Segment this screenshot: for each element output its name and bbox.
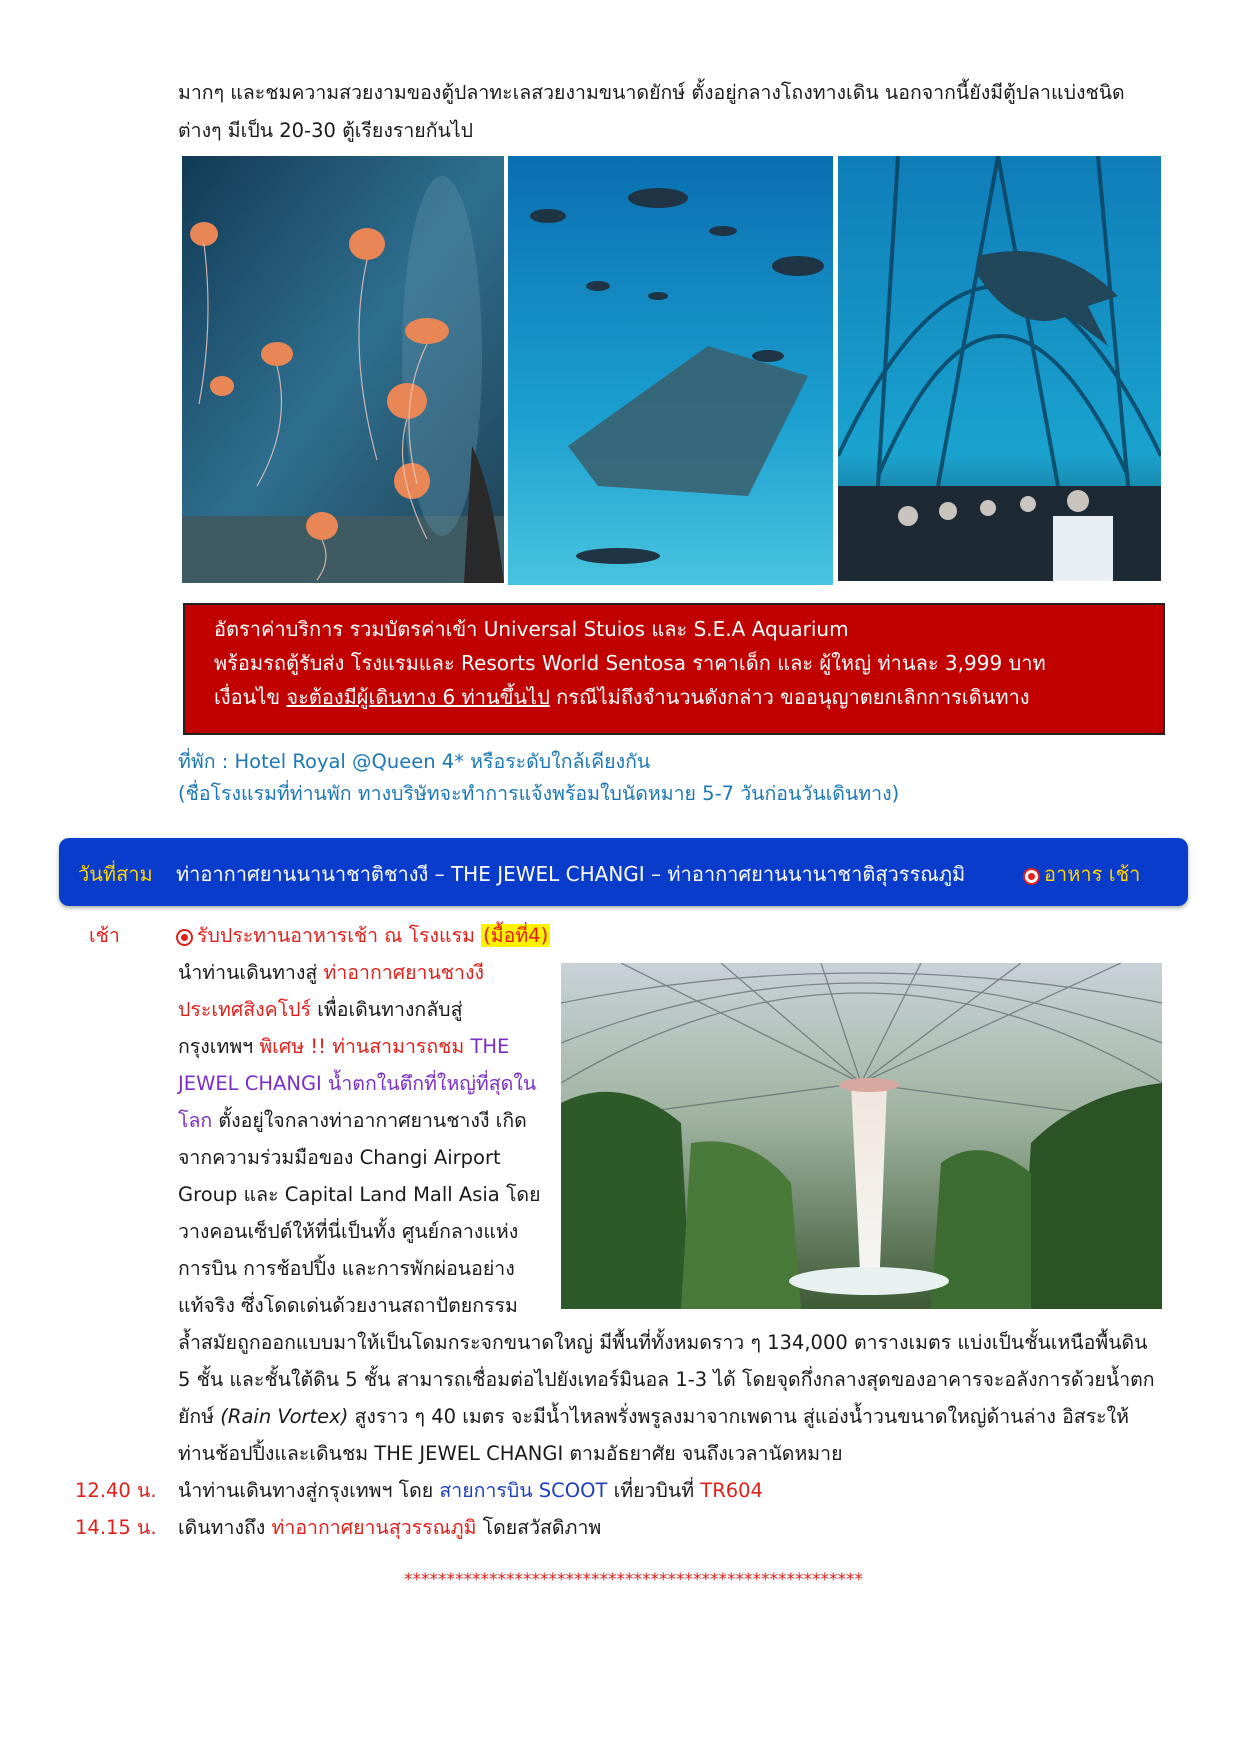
price-line-2: พร้อมรถตู้รับส่ง โรงแรมและ Resorts World Sentosa ราคาเด็ก และ ผู้ใหญ่ ท่านละ 3,999 บาท [214,651,1046,675]
paragraph-line-14: ท่านช้อปปิ้งและเดินชม THE JEWEL CHANGI ตามอัธยาศัย จนถึงเวลานัดหมาย [178,1442,843,1465]
schedule-item-1: นำท่านเดินทางสู่กรุงเทพฯ โดย สายการบิน SCOOT เที่ยวบินที่ TR604 [178,1479,763,1502]
paragraph-line-5: โลก ตั้งอยู่ใจกลางท่าอากาศยานชางงี เกิด [178,1109,527,1132]
paragraph-line-2: ประเทศสิงคโปร์ เพื่อเดินทางกลับสู่ [178,998,463,1021]
price-line-3: เงื่อนไข จะต้องมีผู้เดินทาง 6 ท่านขึ้นไป กรณีไม่ถึงจำนวนดังกล่าว ขออนุญาตยกเลิกการเดินทาง [214,685,1030,709]
intro-line-2: ต่างๆ มีเป็น 20-30 ตู้เรียงรายกันไป [178,119,474,142]
paragraph-line-13: ยักษ์ (Rain Vortex) สูงราว ๆ 40 เมตร จะมีน้ำไหลพรั่งพรูลงมาจากเพดาน สู่แอ่งน้ำวนขนาดใหญ่ด้านล่าง อิสระให้ [178,1405,1130,1428]
paragraph-line-10: แท้จริง ซึ่งโดดเด่นด้วยงานสถาปัตยกรรม [178,1294,518,1317]
meal-plate-icon [178,931,191,944]
hotel-line-2: (ชื่อโรงแรมที่ท่านพัก ทางบริษัทจะทำการแจ้งพร้อมใบนัดหมาย 5-7 วันก่อนวันเดินทาง) [178,782,900,805]
morning-time: เช้า [89,924,120,947]
meal-plate-icon [1025,870,1038,883]
breakfast-line: รับประทานอาหารเช้า ณ โรงแรม (มื้อที่4) [178,917,550,954]
aquarium-photo [508,156,833,585]
min-travelers-condition: จะต้องมีผู้เดินทาง 6 ท่านขึ้นไป [286,685,550,709]
paragraph-line-4: JEWEL CHANGI น้ำตกในตึกที่ใหญ่ที่สุดใน [178,1072,537,1095]
day-label: วันที่สาม [78,862,153,886]
meal-number-badge: (มื้อที่4) [483,924,549,947]
day-route: ท่าอากาศยานนานาชาติชางงี – THE JEWEL CHANGI – ท่าอากาศยานนานาชาติสุวรรณภูมิ [176,862,966,886]
paragraph-line-8: วางคอนเซ็ปต์ให้ที่นี่เป็นทั้ง ศูนย์กลางแห่ง [178,1220,519,1243]
price-info-box [183,603,1165,735]
jellyfish-photo [182,156,504,583]
hotel-line-1: ที่พัก : Hotel Royal @Queen 4* หรือระดับใกล้เคียงกัน [178,750,651,773]
day-meal: อาหาร เช้า [1025,858,1140,890]
day-three-banner [59,838,1188,906]
paragraph-line-6: จากความร่วมมือของ Changi Airport [178,1146,501,1169]
jewel-changi-photo [561,963,1162,1309]
paragraph-line-12: 5 ชั้น และชั้นใต้ดิน 5 ชั้น สามารถเชื่อมต่อไปยังเทอร์มินอล 1-3 ได้ โดยจุดกึ่งกลางสุดของอาคารจะอลังการด้วยน้ำตก [178,1368,1155,1391]
schedule-time-1: 12.40 น. [75,1479,157,1502]
shark-tunnel-photo [838,156,1161,581]
paragraph-line-9: การบิน การช้อปปิ้ง และการพักผ่อนอย่าง [178,1257,515,1280]
paragraph-line-11: ล้ำสมัยถูกออกแบบมาให้เป็นโดมกระจกขนาดใหญ่ มีพื้นที่ทั้งหมดราว ๆ 134,000 ตารางเมตร แบ่งเป็นชั้นเหนือพื้นดิน [178,1331,1148,1354]
paragraph-line-3: กรุงเทพฯ พิเศษ !! ท่านสามารถชม THE [178,1035,510,1058]
end-divider: ****************************************************** [404,1570,863,1590]
paragraph-line-7: Group และ Capital Land Mall Asia โดย [178,1183,541,1206]
intro-line-1: มากๆ และชมความสวยงามของตู้ปลาทะเลสวยงามขนาดยักษ์ ตั้งอยู่กลางโถงทางเดิน นอกจากนี้ยังมีตู้ปลาแบ่งชนิด [178,81,1125,104]
schedule-item-2: เดินทางถึง ท่าอากาศยานสุวรรณภูมิ โดยสวัสดิภาพ [178,1516,602,1539]
paragraph-line-1: นำท่านเดินทางสู่ ท่าอากาศยานชางงี [178,961,485,984]
price-line-1: อัตราค่าบริการ รวมบัตรค่าเข้า Universal Stuios และ S.E.A Aquarium [214,617,849,641]
schedule-time-2: 14.15 น. [75,1516,157,1539]
